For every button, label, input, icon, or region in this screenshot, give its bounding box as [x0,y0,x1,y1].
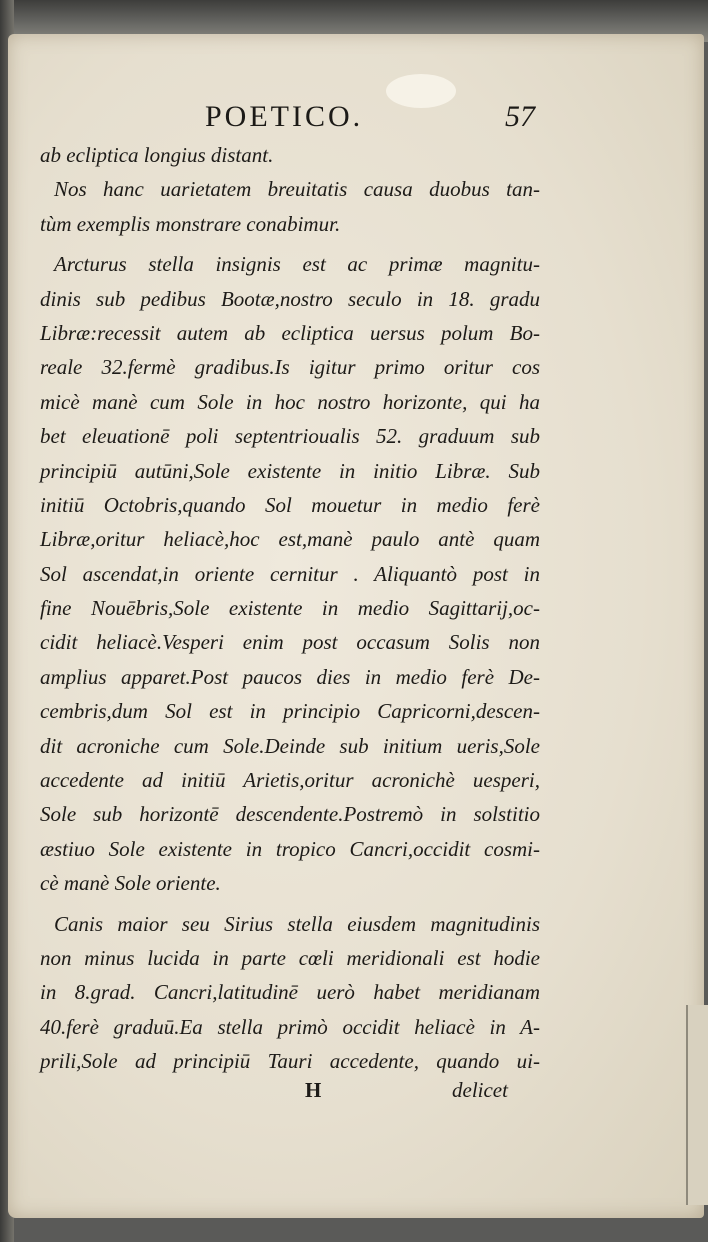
catchword: delicet [452,1078,508,1102]
text-line: dit acroniche cum Sole.Deinde sub initium ueris,Sole [40,733,540,758]
text-line: Sole sub horizontē descendente.Postremò in solstitio [40,802,540,827]
text-line: amplius apparet.Post paucos dies in medio ferè De- [40,664,540,689]
text-line: bet eleuationē poli septentrioualis 52. graduum sub [40,424,540,449]
text-line: initiū Octobris,quando Sol mouetur in medio ferè [40,492,540,517]
page-number: 57 [505,100,535,133]
text-line: Canis maior seu Sirius stella eiusdem magnitudinis [54,911,540,936]
text-line: Libræ,oritur heliacè,hoc est,manè paulo antè quam [40,527,540,552]
text-line: 40.ferè graduū.Ea stella primò occidit heliacè in A- [40,1014,540,1039]
text-line: in 8.grad. Cancri,latitudinē uerò habet meridianam [40,980,540,1005]
running-head: POETICO. [205,100,364,133]
text-line: Nos hanc uarietatem breuitatis causa duobus tan- [54,177,540,202]
text-line: cembris,dum Sol est in principio Capricorni,descen- [40,699,540,724]
page-header [0,100,708,140]
body-text [40,138,540,1079]
text-line: cè manè Sole oriente. [40,871,221,896]
text-line: prili,Sole ad principiū Tauri accedente, quando ui- [40,1049,540,1074]
text-line: Sol ascendat,in oriente cernitur . Aliquantò post in [40,561,540,586]
text-line: accedente ad initiū Arietis,oritur acronichè uesperi, [40,768,540,793]
text-line: ab ecliptica longius distant. [40,143,274,167]
text-line: cidit heliacè.Vesperi enim post occasum Solis non [40,630,540,655]
text-line: reale 32.fermè gradibus.Is igitur primo oritur cos [40,355,540,380]
text-line: æstiuo Sole existente in tropico Cancri,occidit cosmi- [40,836,540,861]
text-line: Arcturus stella insignis est ac primæ magnitu- [54,252,540,277]
text-line: micè manè cum Sole in hoc nostro horizonte, qui ha [40,389,540,414]
text-line: tùm exemplis monstrare conabimur. [40,211,341,236]
text-line: fine Nouēbris,Sole existente in medio Sagittarij,oc- [40,596,540,621]
text-line: dinis sub pedibus Bootæ,nostro seculo in 18. gradu [40,286,540,311]
signature-mark: H [305,1078,322,1102]
text-line: Libræ:recessit autem ab ecliptica uersus polum Bo- [40,320,540,345]
page-footer [0,1078,708,1114]
text-line: principiū autūni,Sole existente in initio Libræ. Sub [40,458,540,483]
text-line: non minus lucida in parte cœli meridionali est hodie [40,945,540,970]
